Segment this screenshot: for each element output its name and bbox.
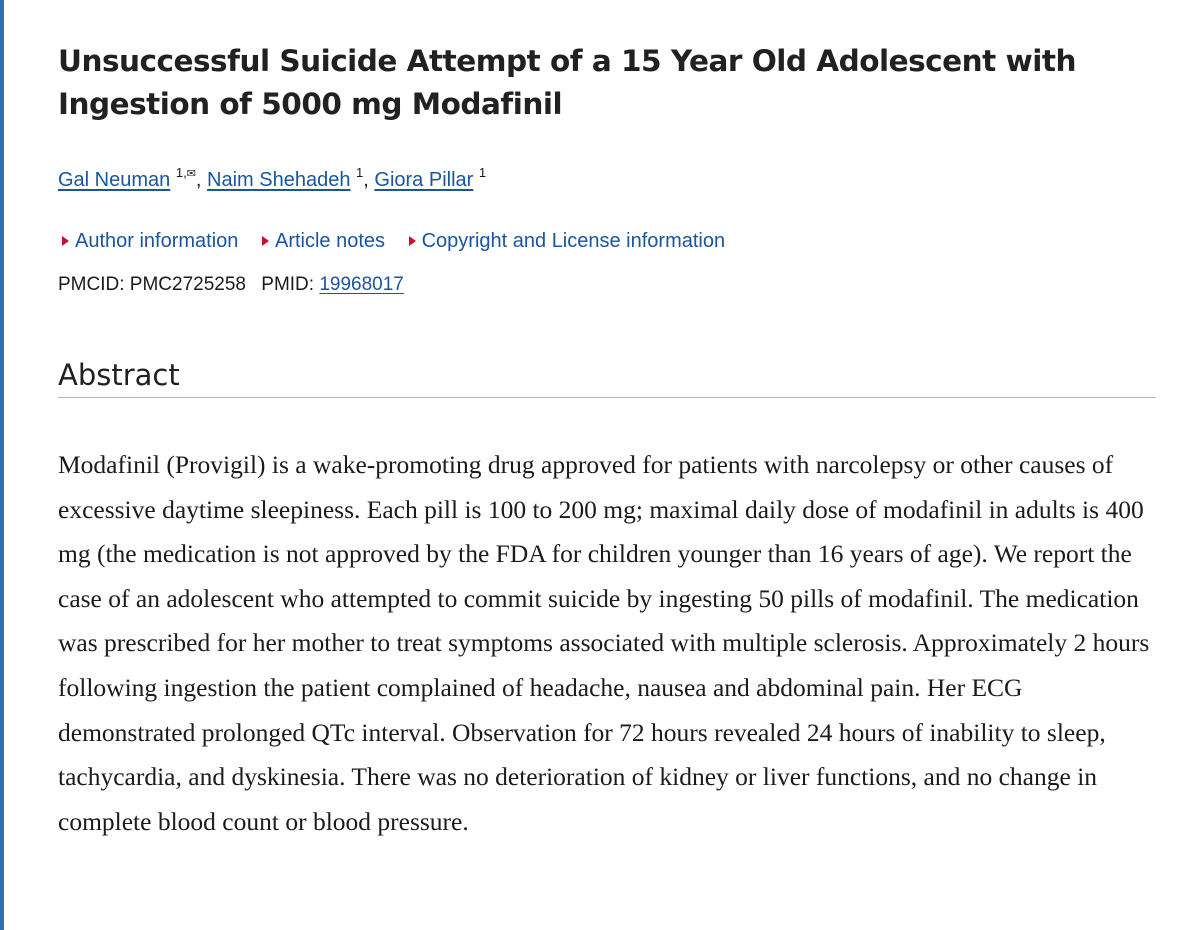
article-notes-toggle[interactable]: Article notes (258, 226, 385, 256)
author-list (58, 158, 486, 195)
author-separator: , (363, 169, 375, 191)
left-accent-bar (0, 0, 4, 930)
author-information-toggle[interactable]: Author information (58, 226, 238, 256)
author-affiliation: 1 (356, 165, 364, 180)
abstract-heading: Abstract (58, 358, 180, 392)
pmid-label: PMID: (261, 274, 315, 295)
article-title: Unsuccessful Suicide Attempt of a 15 Year Old Adolescent with Ingestion of 5000 mg Modafinil (58, 44, 1077, 121)
pmcid-value: PMC2725258 (129, 274, 246, 295)
author-affiliation: 1,✉ (175, 165, 196, 180)
expand-arrow-icon (409, 236, 416, 246)
author-link-gal-neuman[interactable]: Gal Neuman (58, 169, 171, 191)
author-separator: , (195, 169, 208, 191)
copyright-license-toggle[interactable]: Copyright and License information (405, 226, 726, 256)
author-affiliation: 1 (478, 165, 487, 180)
author-link-giora-pillar[interactable]: Giora Pillar (374, 169, 474, 191)
expand-arrow-icon (62, 236, 69, 246)
section-divider (58, 397, 1156, 398)
pmcid-label: PMCID: (58, 274, 125, 295)
author-link-naim-shehadeh[interactable]: Naim Shehadeh (207, 169, 351, 191)
abstract-text: Modafinil (Provigil) is a wake-promoting drug approved for patients with narcolepsy or other causes of excessive daytime sleepiness. Each pill is 100 to 200 mg; maximal daily dose of modafinil in adults is 400 mg (the medication is not approved by the FDA for children younger than 16 years of age). We report the case of an adolescent who attempted to commit suicide by ingesting 50 pills of modafinil. The medication was prescribed for her mother to treat symptoms associated with multiple sclerosis. Approximately 2 hours following ingestion the patient complained of headache, nausea and abdominal pain. Her ECG demonstrated prolonged QTc interval. Observation for 72 hours revealed 24 hours of inability to sleep, tachycardia, and dyskinesia. There was no deterioration of kidney or liver functions, and no change in complete blood count or blood pressure. (58, 450, 1150, 836)
article-identifiers (58, 271, 404, 299)
expand-arrow-icon (262, 236, 269, 246)
article-info-expanders (58, 226, 739, 256)
pmid-link[interactable]: 19968017 (319, 274, 404, 295)
email-icon[interactable]: ✉ (186, 168, 196, 180)
